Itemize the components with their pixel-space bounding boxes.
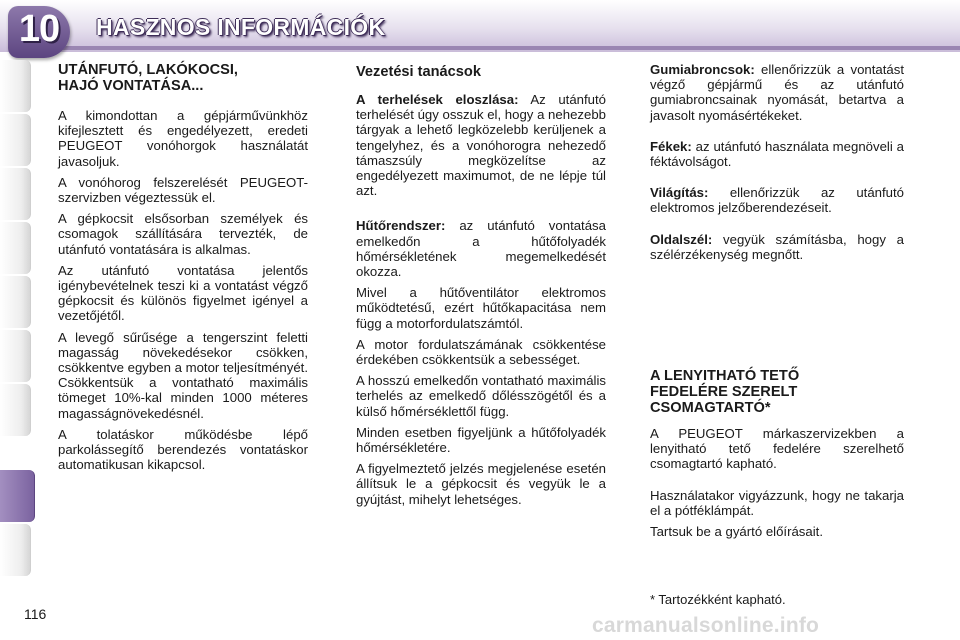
chapter-tab[interactable] [0,222,31,274]
page-number: 116 [24,606,47,622]
column-roof-rack [650,368,904,545]
paragraph: A gépkocsit elsősorban személyek és csomagok szállítására tervezték, de utánfutó vontatására is alkalmas. [58,211,308,257]
paragraph-crosswind: Oldalszél: vegyük számításba, hogy a szélérzékenység megnőtt. [650,231,904,262]
paragraph: A hosszú emelkedőn vontatható maximális terhelés az emelkedő dőlésszögétől és a külső hőmérséklettől függ. [356,373,606,419]
paragraph: A vonóhorog felszerelését PEUGEOT-szervizben végeztessük el. [58,174,308,206]
column-towing [58,62,308,478]
chapter-tab[interactable] [0,330,31,382]
paragraph-cooling: Hűtőrendszer: az utánfutó vontatása emelkedőn a hűtőfolyadék hőmérsékletének megemelkedését okozza. [356,218,606,280]
paragraph: Használatakor vigyázzunk, hogy ne takarja el a pótféklámpát. [650,487,904,518]
paragraph: A levegő sűrűsége a tengerszint feletti magasság növekedésekor csökken, csökkentve egyben a motor teljesítményét. Csökkentsük a vontatható maximális tömeget 10%-kal minden 1000 méteres magasságnövekedésnél. [58,329,308,421]
paragraph: A figyelmeztető jelzés megjelenése esetén állítsuk le a gépkocsit és vegyük le a gyújtást, mihelyt lehetséges. [356,461,606,507]
section-heading-driving-tips: Vezetési tanácsok [356,64,481,80]
section-heading-roof-rack: A LENYITHATÓ TETŐ FEDELÉRE SZERELT CSOMAGTARTÓ* [650,368,800,416]
paragraph: A kimondottan a gépjárművünkhöz kifejlesztett és engedélyezett, eredeti PEUGEOT vonóhorgok használatát javasoljuk. [58,108,308,169]
page-title: HASZNOS INFORMÁCIÓK [96,14,386,40]
chapter-tab[interactable] [0,60,31,112]
watermark: carmanualsonline.info [592,614,820,637]
footnote: * Tartozékként kapható. [650,592,786,607]
chapter-tab[interactable] [0,384,31,436]
paragraph-brakes: Fékek: az utánfutó használata megnöveli a féktávolságot. [650,138,904,170]
paragraph: Mivel a hűtőventilátor elektromos működtetésű, ezért hűtőkapacitása nem függ a motorfordulatszámtól. [356,285,606,331]
header-rule [60,46,960,50]
chapter-tab[interactable] [0,114,31,166]
paragraph: Tartsuk be a gyártó előírásait. [650,524,823,540]
section-heading-towing: UTÁNFUTÓ, LAKÓKOCSI, HAJÓ VONTATÁSA... [58,62,238,94]
chapter-tab[interactable] [0,524,31,576]
paragraph: Az utánfutó vontatása jelentős igénybevételnek teszi ki a vontatást végző gépkocsit és különös figyelmet igényel a vezetőjétől. [58,262,308,324]
paragraph-load-distribution: A terhelések eloszlása: Az utánfutó terhelését úgy osszuk el, hogy a nehezebb tárgyak a lehető legközelebb kerüljenek a tengelyhez, és a vonóhorogra nehezedő támaszsúly megközelítse az engedélyezett maximumot, de ne lépje túl azt. [356,92,606,199]
paragraph-lights: Világítás: ellenőrizzük az utánfutó elektromos jelzőberendezéseit. [650,185,904,216]
column-checks [650,62,904,268]
paragraph: A motor fordulatszámának csökkentése érdekében csökkentsük a sebességet. [356,336,606,368]
chapter-number: 10 [18,8,60,50]
paragraph: A PEUGEOT márkaszervizekben a lenyitható tető fedelére szerelhető csomagtartó kapható. [650,426,904,472]
chapter-tab-active[interactable] [0,470,35,522]
chapter-tabs [0,60,40,580]
chapter-tab[interactable] [0,276,31,328]
column-driving-tips [356,62,606,513]
paragraph: A tolatáskor működésbe lépő parkolássegítő berendezés vontatáskor automatikusan kikapcsol. [58,426,308,473]
chapter-tab[interactable] [0,168,31,220]
paragraph-tyres: Gumiabroncsok: ellenőrizzük a vontatást végző gépjármű és az utánfutó gumiabroncsainak nyomását, betartva a javasolt nyomásértékeket. [650,62,904,123]
paragraph: Minden esetben figyeljünk a hűtőfolyadék hőmérsékletére. [356,424,606,456]
